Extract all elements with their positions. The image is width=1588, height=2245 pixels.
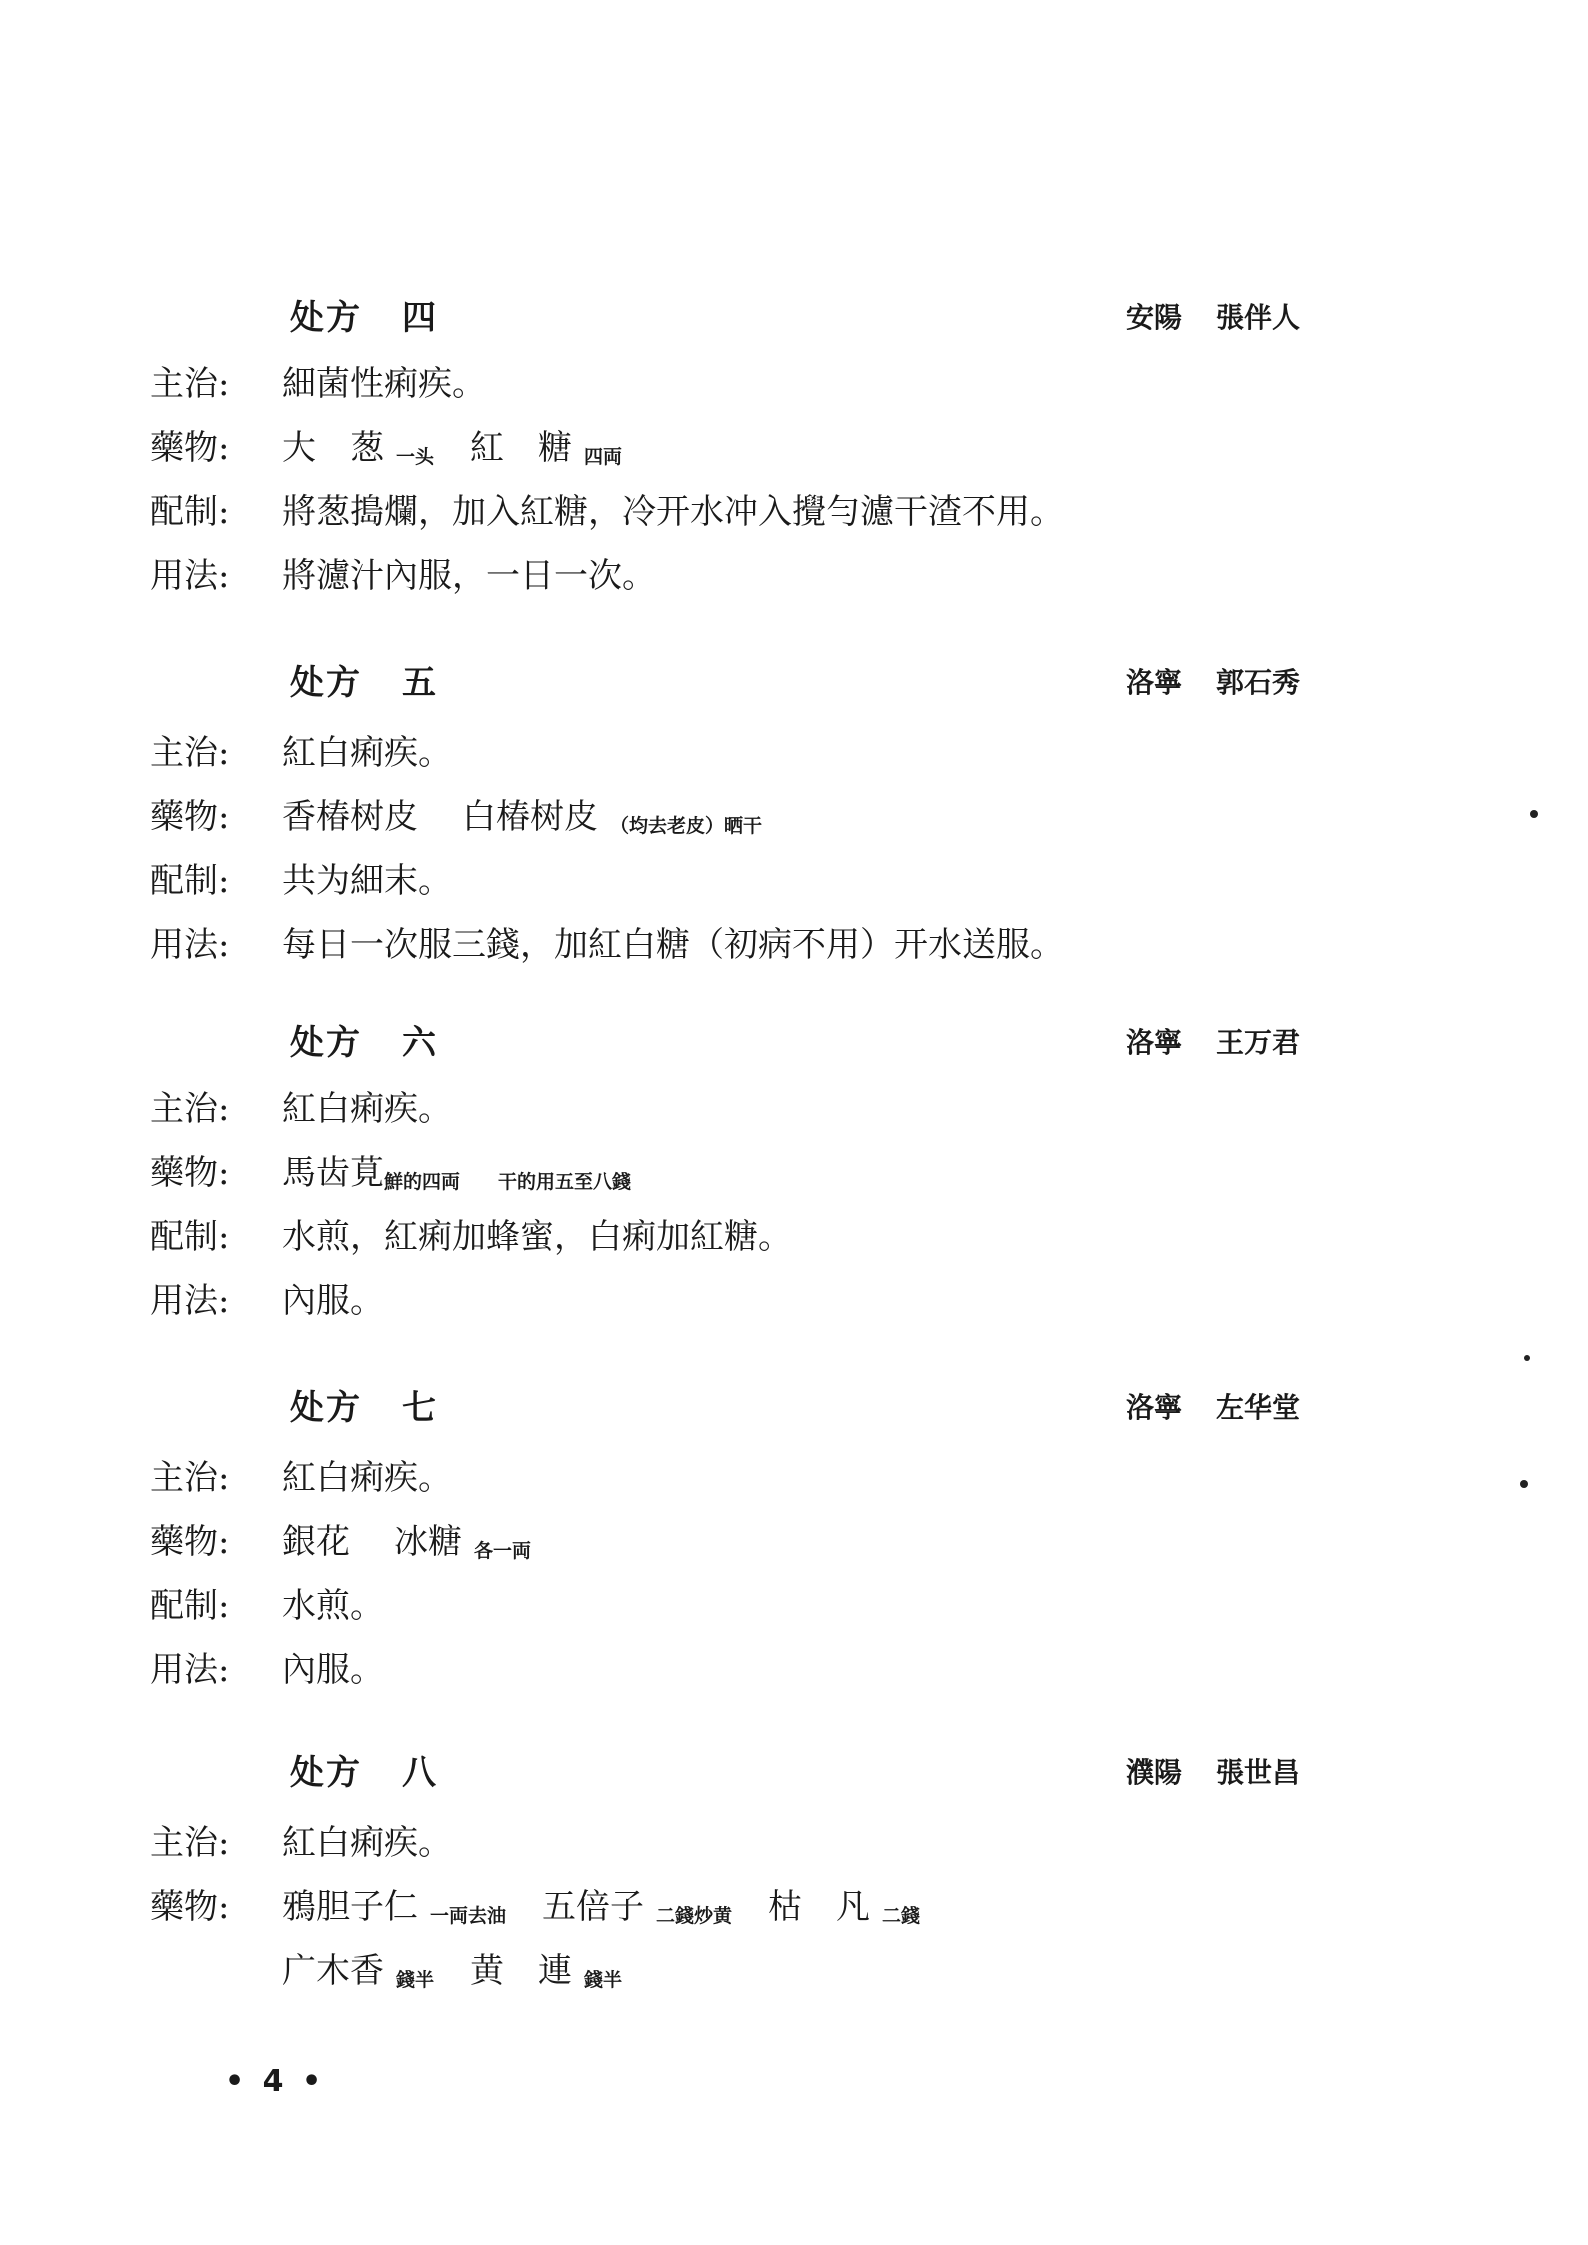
prescription-header <box>150 655 1300 707</box>
source-location: 洛寧 <box>1125 666 1182 699</box>
preparation-row: 配制: 共为細末。 <box>150 861 452 901</box>
source-location: 安陽 <box>1125 301 1182 334</box>
scan-speck <box>1524 1355 1530 1361</box>
medicine-row: 藥物: 馬齿莧鮮的四両 干的用五至八錢 <box>150 1153 632 1193</box>
usage-row: 用法: 內服。 <box>150 1281 384 1321</box>
medicine-row: 藥物: 香椿树皮 白椿树皮 （均去老皮）晒干 <box>150 797 763 837</box>
prescription-source <box>1126 1386 1300 1426</box>
prescription-6 <box>150 1015 1300 1333</box>
usage-row: 用法: 每日一次服三錢，加紅白糖（初病不用）开水送服。 <box>150 925 1064 965</box>
prescription-header <box>150 1745 1300 1797</box>
prescription-source <box>1126 1021 1300 1061</box>
indication-row: 主治: 細菌性痢疾。 <box>150 364 486 404</box>
prescription-title: 处方 五 <box>290 663 438 703</box>
source-author: 左华堂 <box>1215 1391 1300 1424</box>
source-author: 郭石秀 <box>1215 666 1300 699</box>
prescription-title: 处方 四 <box>290 298 438 338</box>
prescription-source <box>1126 661 1300 701</box>
prescription-8 <box>150 1745 1300 2003</box>
source-author: 張世昌 <box>1215 1756 1300 1789</box>
prescription-7 <box>150 1380 1300 1702</box>
prescription-header <box>150 1380 1300 1432</box>
preparation-row: 配制: 水煎，紅痢加蜂蜜，白痢加紅糖。 <box>150 1217 792 1257</box>
source-author: 王万君 <box>1215 1026 1300 1059</box>
indication-row: 主治: 紅白痢疾。 <box>150 1823 452 1863</box>
indication-row: 主治: 紅白痢疾。 <box>150 1089 452 1129</box>
medicine-row: 藥物: 鴉胆子仁 一両去油 五倍子 二錢炒黄 枯 凡 二錢 <box>150 1887 921 1927</box>
medicine-row: 藥物: 大 葱 一头 紅 糖 四両 <box>150 428 623 468</box>
medicine-row-continued: 广木香 錢半 黄 連 錢半 <box>282 1951 623 1991</box>
prescription-title: 处方 八 <box>290 1753 438 1793</box>
source-location: 洛寧 <box>1125 1391 1182 1424</box>
indication-row: 主治: 紅白痢疾。 <box>150 1458 452 1498</box>
usage-row: 用法: 將濾汁內服，一日一次。 <box>150 556 656 596</box>
prescription-source <box>1126 296 1300 336</box>
prescription-source <box>1126 1751 1300 1791</box>
prescription-header <box>150 290 1300 342</box>
preparation-row: 配制: 將葱搗爛，加入紅糖，冷开水冲入攪勻濾干渣不用。 <box>150 492 1064 532</box>
medicine-row: 藥物: 銀花 冰糖 各一両 <box>150 1522 532 1562</box>
preparation-row: 配制: 水煎。 <box>150 1586 384 1626</box>
scan-speck <box>1520 1480 1528 1488</box>
prescription-header <box>150 1015 1300 1067</box>
prescription-title: 处方 六 <box>290 1023 438 1063</box>
source-author: 張伴人 <box>1215 301 1300 334</box>
prescription-4 <box>150 290 1300 608</box>
prescription-5 <box>150 655 1300 977</box>
usage-row: 用法: 內服。 <box>150 1650 384 1690</box>
prescription-title: 处方 七 <box>290 1388 438 1428</box>
indication-row: 主治: 紅白痢疾。 <box>150 733 452 773</box>
source-location: 濮陽 <box>1125 1756 1182 1789</box>
source-location: 洛寧 <box>1125 1026 1182 1059</box>
scan-speck <box>1530 810 1538 818</box>
page-number: • 4 • <box>225 2064 326 2099</box>
